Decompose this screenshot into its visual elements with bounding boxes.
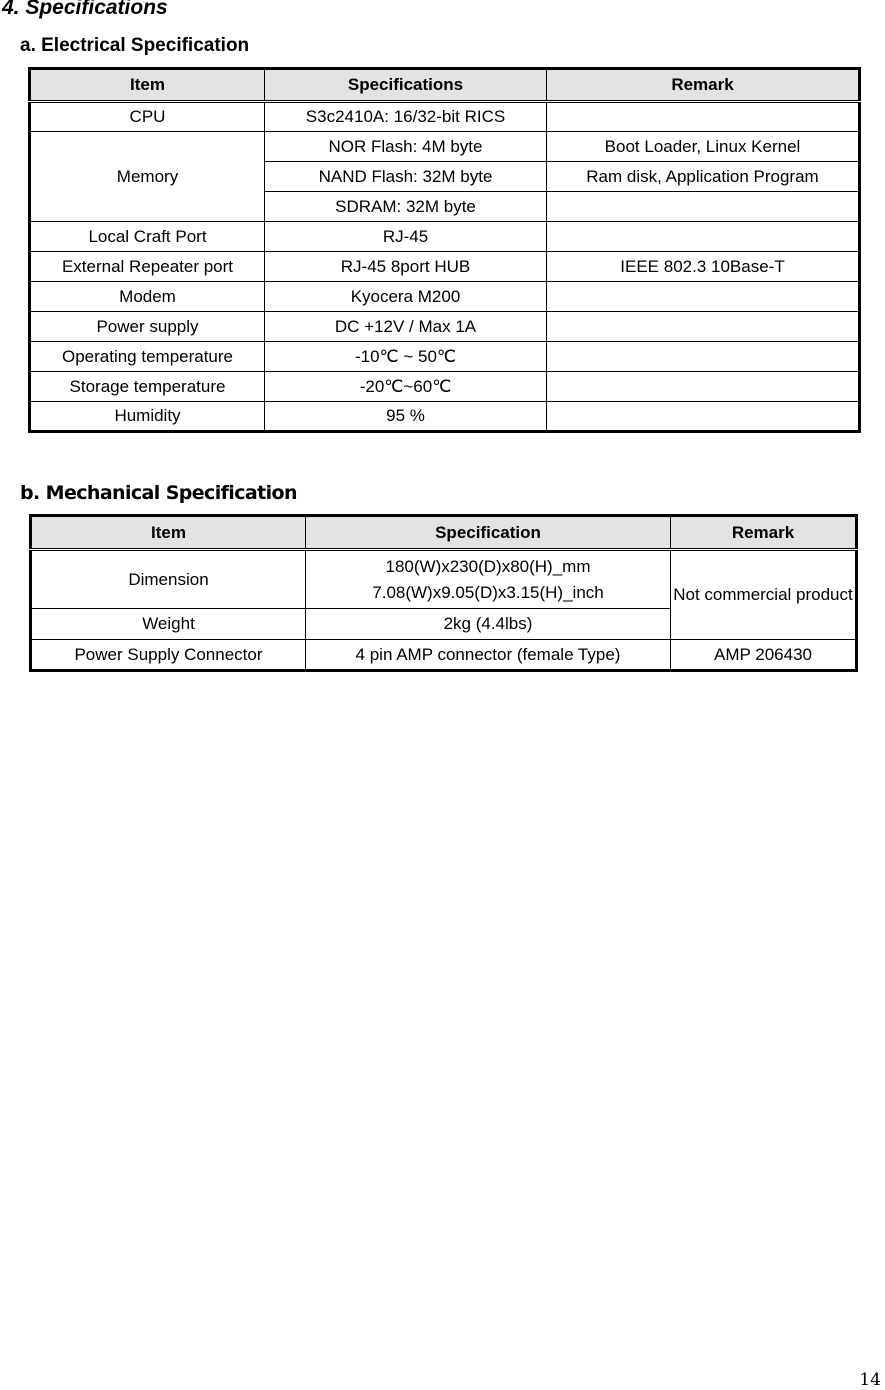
cell-spec: -20℃~60℃ bbox=[265, 372, 547, 402]
header-remark: Remark bbox=[671, 516, 857, 550]
mechanical-section-title: b. Mechanical Specification bbox=[20, 482, 297, 504]
cell-item-memory: Memory bbox=[30, 132, 265, 222]
cell-spec: Kyocera M200 bbox=[265, 282, 547, 312]
cell-remark: IEEE 802.3 10Base-T bbox=[547, 252, 860, 282]
cell-item: Dimension bbox=[31, 550, 306, 609]
dimension-inch: 7.08(W)x9.05(D)x3.15(H)_inch bbox=[372, 582, 604, 602]
header-item: Item bbox=[30, 69, 265, 102]
table-row bbox=[30, 252, 860, 282]
table-row bbox=[31, 640, 857, 671]
header-specifications: Specifications bbox=[265, 69, 547, 102]
cell-spec: -10℃ ~ 50℃ bbox=[265, 342, 547, 372]
page-title: 4. Specifications bbox=[2, 0, 168, 19]
cell-spec bbox=[306, 550, 671, 609]
table-row bbox=[30, 102, 860, 132]
cell-spec: 95 % bbox=[265, 402, 547, 432]
cell-remark bbox=[547, 342, 860, 372]
header-specification: Specification bbox=[306, 516, 671, 550]
cell-spec: 2kg (4.4lbs) bbox=[306, 609, 671, 640]
header-remark: Remark bbox=[547, 69, 860, 102]
cell-remark bbox=[547, 312, 860, 342]
cell-spec: DC +12V / Max 1A bbox=[265, 312, 547, 342]
table-header-row bbox=[30, 69, 860, 102]
cell-item: Storage temperature bbox=[30, 372, 265, 402]
cell-remark bbox=[547, 192, 860, 222]
mechanical-spec-table bbox=[29, 514, 858, 672]
dimension-mm: 180(W)x230(D)x80(H)_mm bbox=[385, 556, 591, 576]
cell-item: CPU bbox=[30, 102, 265, 132]
table-row bbox=[30, 342, 860, 372]
cell-item: Power Supply Connector bbox=[31, 640, 306, 671]
cell-spec: RJ-45 8port HUB bbox=[265, 252, 547, 282]
electrical-section-title: a. Electrical Specification bbox=[20, 35, 250, 56]
cell-remark bbox=[547, 372, 860, 402]
table-row bbox=[30, 132, 860, 162]
cell-remark: Boot Loader, Linux Kernel bbox=[547, 132, 860, 162]
cell-spec: NOR Flash: 4M byte bbox=[265, 132, 547, 162]
cell-remark bbox=[547, 102, 860, 132]
cell-spec: 4 pin AMP connector (female Type) bbox=[306, 640, 671, 671]
cell-item: Local Craft Port bbox=[30, 222, 265, 252]
cell-remark: AMP 206430 bbox=[671, 640, 857, 671]
cell-item: External Repeater port bbox=[30, 252, 265, 282]
table-row bbox=[30, 372, 860, 402]
table-row bbox=[30, 402, 860, 432]
cell-item: Operating temperature bbox=[30, 342, 265, 372]
cell-item: Humidity bbox=[30, 402, 265, 432]
table-row bbox=[30, 282, 860, 312]
cell-spec: S3c2410A: 16/32-bit RICS bbox=[265, 102, 547, 132]
header-item: Item bbox=[31, 516, 306, 550]
cell-item: Weight bbox=[31, 609, 306, 640]
cell-remark: Ram disk, Application Program bbox=[547, 162, 860, 192]
cell-spec: SDRAM: 32M byte bbox=[265, 192, 547, 222]
cell-remark bbox=[547, 222, 860, 252]
cell-remark bbox=[547, 282, 860, 312]
cell-item: Modem bbox=[30, 282, 265, 312]
cell-spec: RJ-45 bbox=[265, 222, 547, 252]
table-row bbox=[30, 222, 860, 252]
electrical-spec-table bbox=[28, 67, 861, 433]
table-header-row bbox=[31, 516, 857, 550]
cell-item: Power supply bbox=[30, 312, 265, 342]
page-number: 14 bbox=[859, 1370, 881, 1390]
cell-remark bbox=[547, 402, 860, 432]
table-row bbox=[30, 312, 860, 342]
table-row bbox=[31, 550, 857, 609]
cell-spec: NAND Flash: 32M byte bbox=[265, 162, 547, 192]
cell-remark-shared: Not commercial product bbox=[671, 550, 857, 640]
